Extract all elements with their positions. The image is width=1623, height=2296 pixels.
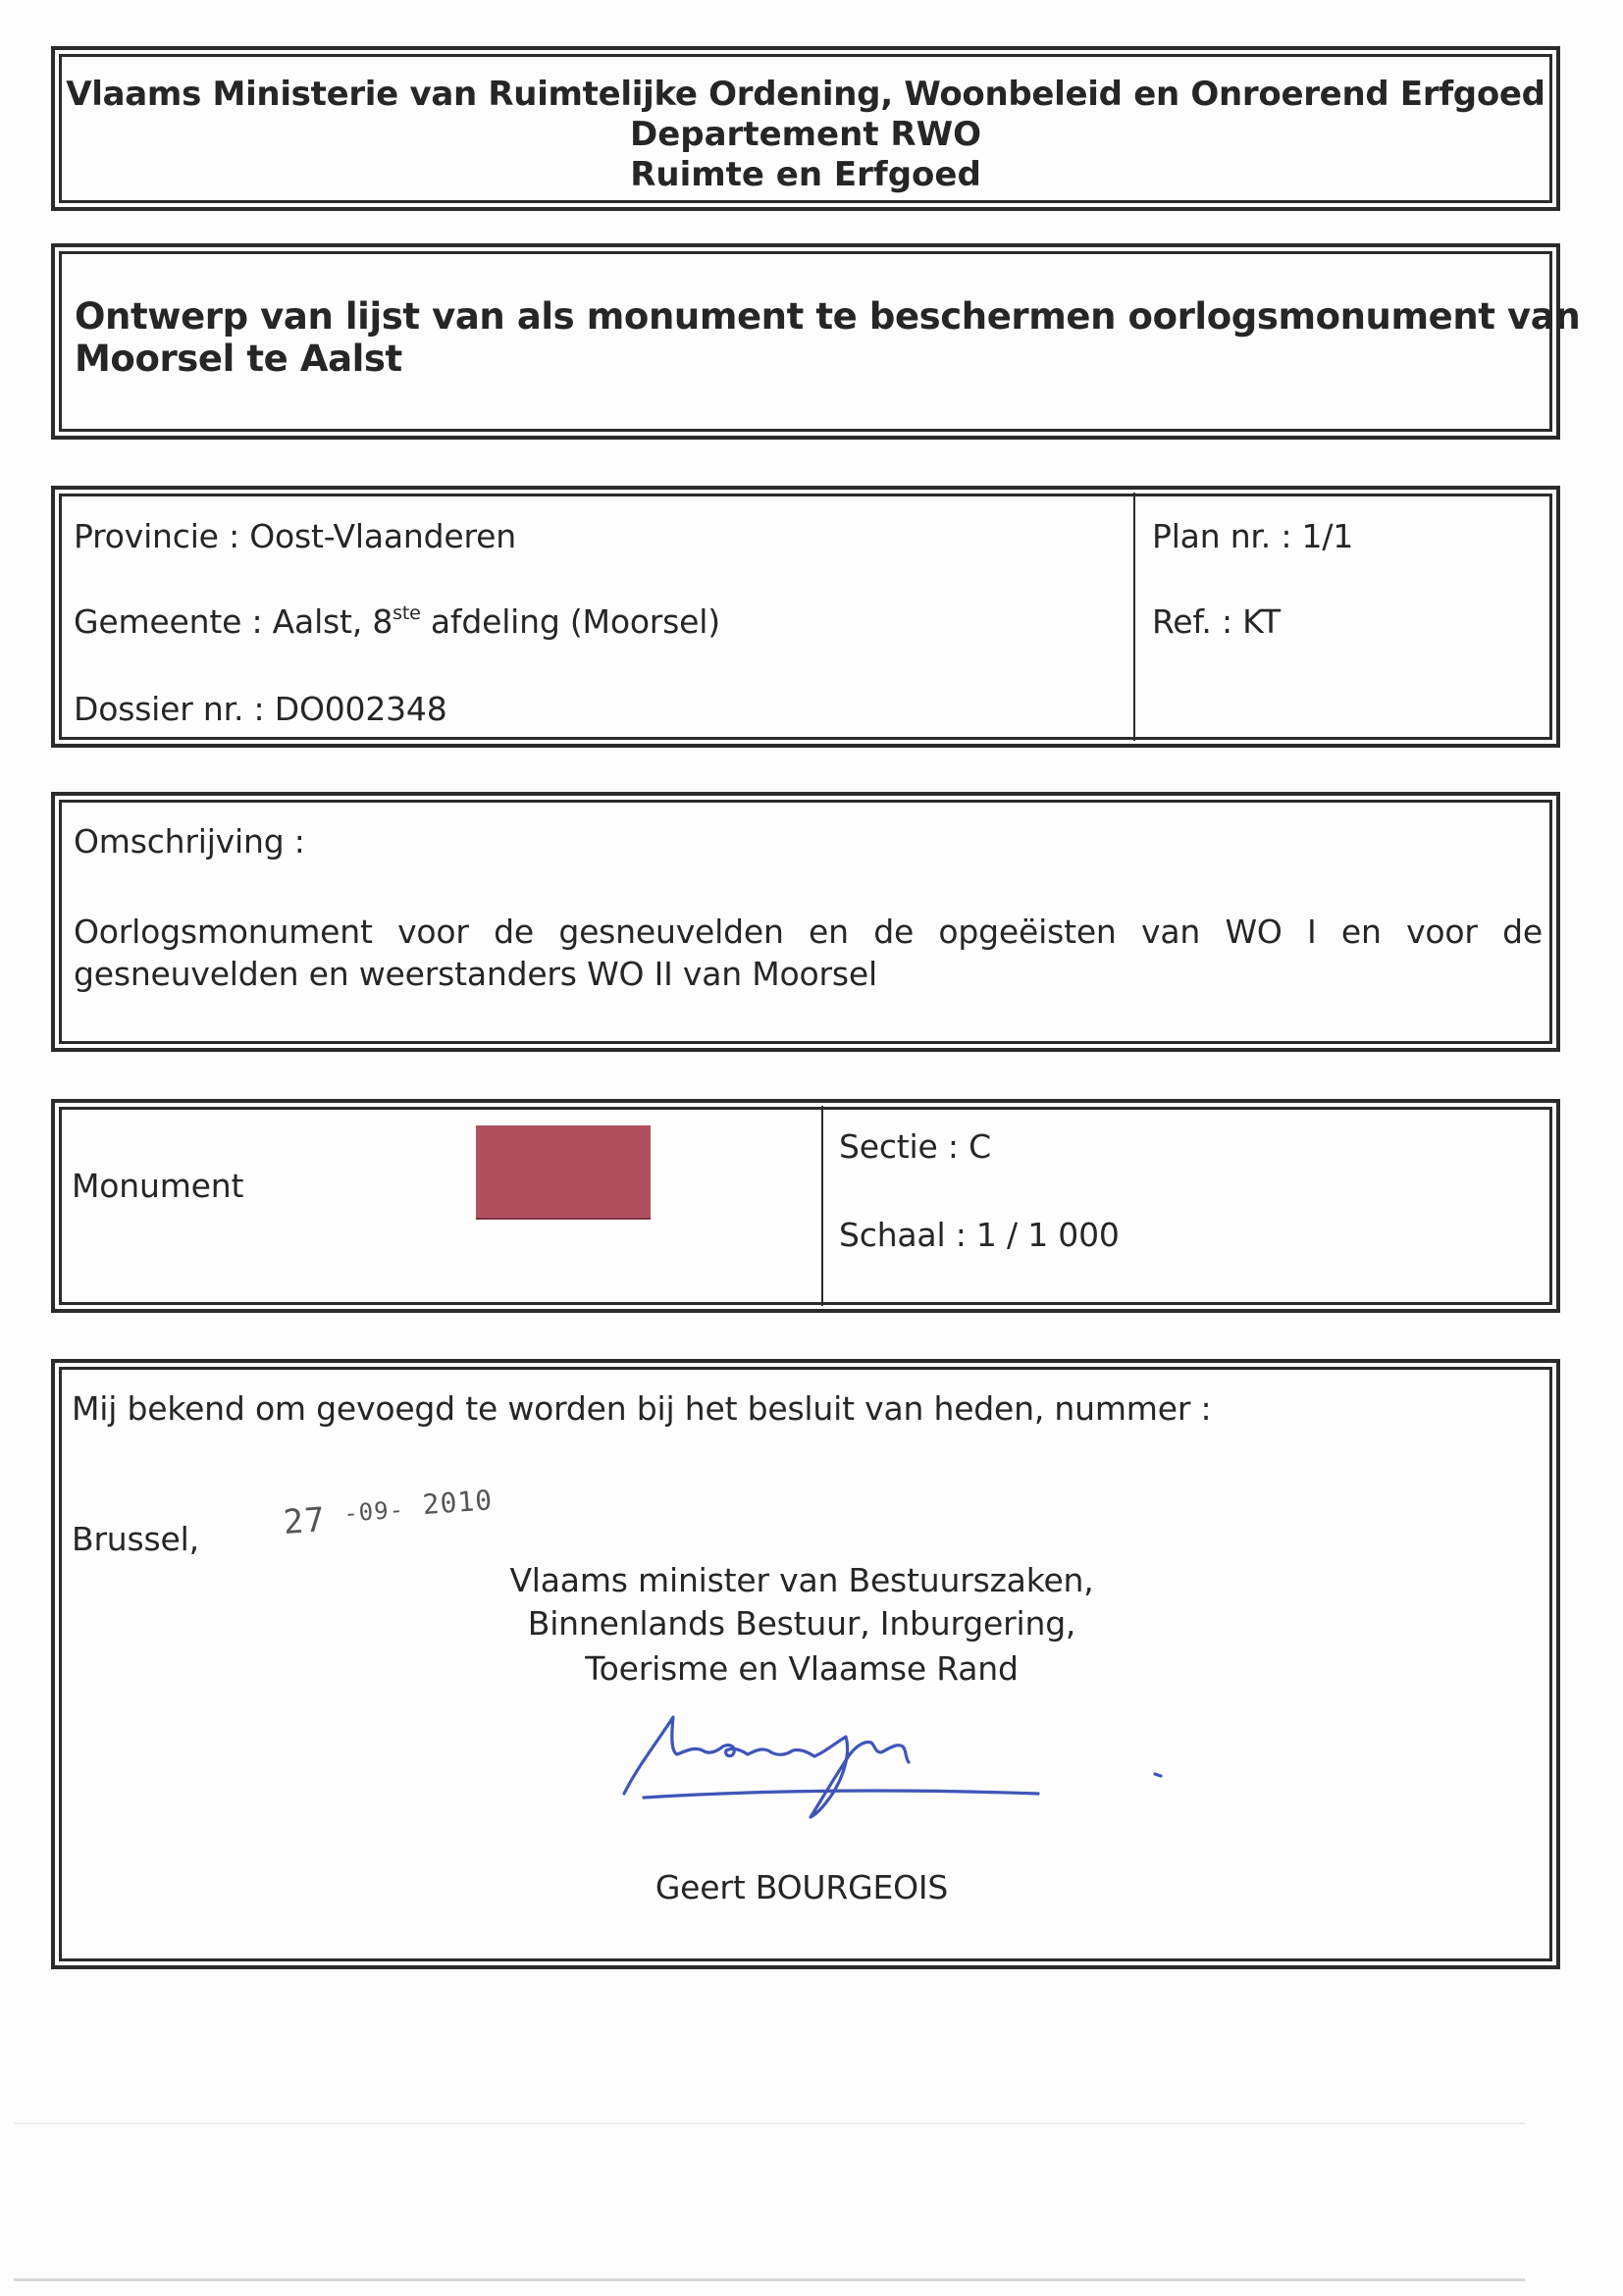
gemeente-ordinal-superscript: ste [393, 602, 421, 624]
attestation-statement: Mij bekend om gevoegd te worden bij het besluit van heden, nummer : [72, 1389, 1212, 1428]
scan-artifact-line [14, 2122, 1525, 2124]
dossier-number-field: Dossier nr. : DO002348 [74, 690, 447, 728]
signature-main-stroke [624, 1717, 909, 1817]
signature-trailing-dot [1155, 1774, 1161, 1776]
division-name: Ruimte en Erfgoed [630, 155, 981, 194]
provincie-field: Provincie : Oost-Vlaanderen [74, 517, 516, 555]
minister-title-line-1: Vlaams minister van Bestuurszaken, [509, 1561, 1094, 1599]
legend-monument-label: Monument [72, 1167, 244, 1205]
date-stamp-year: 2010 [421, 1484, 495, 1522]
page-bottom-edge-line [14, 2278, 1525, 2281]
sectie-field: Sectie : C [839, 1127, 991, 1166]
schaal-field: Schaal : 1 / 1 000 [839, 1216, 1120, 1254]
gemeente-prefix: Gemeente : Aalst, 8 [74, 602, 393, 641]
gemeente-suffix: afdeling (Moorsel) [420, 602, 720, 641]
legend-inner-frame [59, 1107, 1552, 1305]
description-line-2: gesneuvelden en weerstanders WO II van Moorsel [74, 955, 877, 993]
ministry-name: Vlaams Ministerie van Ruimtelijke Ordening, Woonbeleid en Onroerend Erfgoed [66, 75, 1545, 114]
date-stamp-month: -09- [342, 1495, 405, 1528]
department-name: Departement RWO [629, 115, 981, 154]
handwritten-signature [618, 1707, 1168, 1825]
date-stamp-day: 27 [282, 1500, 328, 1542]
minister-title-line-3: Toerisme en Vlaamse Rand [585, 1649, 1019, 1688]
plan-number-field: Plan nr. : 1/1 [1152, 517, 1354, 555]
location-column-divider [1133, 493, 1135, 741]
minister-title-line-2: Binnenlands Bestuur, Inburgering, [527, 1604, 1076, 1643]
description-line-1: Oorlogsmonument voor de gesneuvelden en de opgeëisten van WO I en voor de [74, 913, 1543, 951]
gemeente-field [74, 602, 720, 641]
legend-column-divider [821, 1106, 823, 1306]
title-line-2: Moorsel te Aalst [75, 338, 402, 380]
description-label: Omschrijving : [74, 822, 305, 861]
title-line-1: Ontwerp van lijst van als monument te beschermen oorlogsmonument van [75, 295, 1581, 338]
signatory-name: Geert BOURGEOIS [654, 1868, 949, 1906]
legend-box [51, 1099, 1560, 1313]
signing-place: Brussel, [72, 1520, 199, 1558]
signature-underline [644, 1791, 1038, 1798]
monument-color-swatch [476, 1125, 651, 1220]
reference-field: Ref. : KT [1152, 602, 1281, 641]
